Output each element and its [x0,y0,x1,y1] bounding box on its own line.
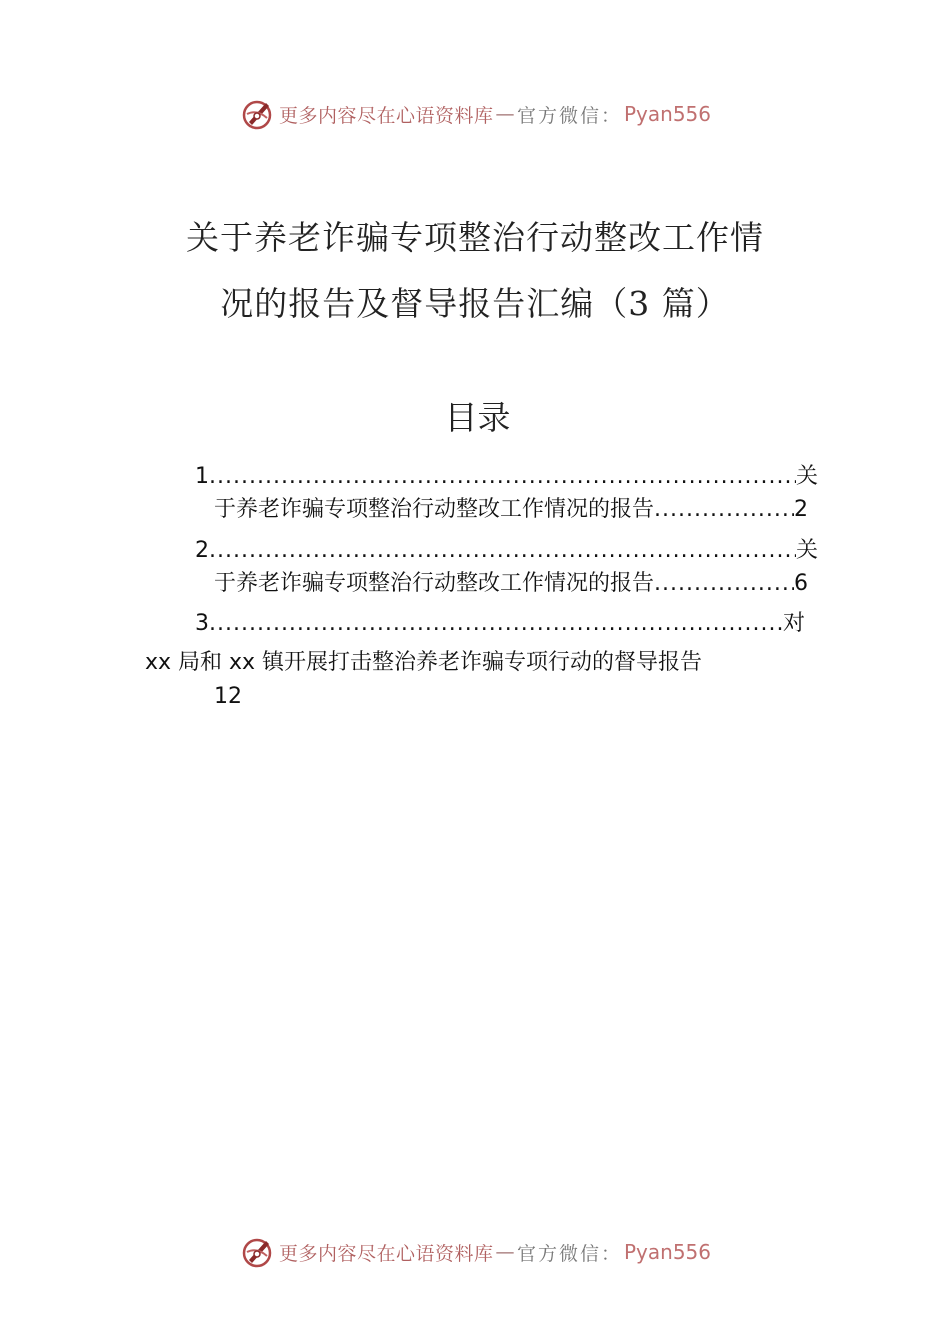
wechat-label: 官方微信： [516,1242,622,1265]
toc-entry-end-char: 关 [795,538,818,563]
footer-banner [0,1232,950,1272]
toc-entry-3[interactable] [195,607,805,641]
banner-text: 更多内容尽在心语资料库 [278,104,494,127]
toc-entry-text: 于养老诈骗专项整治行动整改工作情况的报告 [214,571,655,596]
toc-entry-3-continuation[interactable] [145,646,702,680]
toc-entry-text: 于养老诈骗专项整治行动整改工作情况的报告 [214,497,655,522]
toc-heading: 目录 [444,398,511,437]
toc-entry-text: xx 局和 xx 镇开展打击整治养老诈骗专项行动的督导报告 [145,650,703,675]
toc-leader-dots [654,493,794,527]
toc-entry-2-continuation[interactable] [214,567,808,601]
toc-leader-dots [209,607,783,641]
toc-leader-dots [209,534,796,568]
wechat-label: 官方微信： [516,104,622,127]
toc-entry-page: 12 [214,684,242,709]
toc-entry-1-continuation[interactable] [214,493,808,527]
toc-entry-page: 6 [794,571,808,596]
banner-separator: — [495,1241,515,1263]
toc-entry-number: 3 [195,611,209,636]
toc-entry-number: 1 [195,464,209,489]
toc-entry-number: 2 [195,538,209,563]
banner-text: 更多内容尽在心语资料库 [278,1242,494,1265]
toc-leader-dots [654,567,794,601]
document-title-line2: 况的报告及督导报告汇编（3 篇） [220,284,730,323]
logo-icon [239,96,275,132]
wechat-id: Pyan556 [624,102,712,126]
toc-entry-2[interactable] [195,534,818,568]
document-title-line1: 关于养老诈骗专项整治行动整改工作情 [186,218,764,257]
logo-icon [239,1234,275,1270]
toc-entry-3-page-line[interactable] [214,680,242,714]
toc-entry-page: 2 [794,497,808,522]
header-banner [0,94,950,134]
wechat-id: Pyan556 [624,1240,712,1264]
toc-entry-end-char: 对 [782,611,805,636]
toc-entry-end-char: 关 [795,464,818,489]
toc-leader-dots [209,460,796,494]
banner-separator: — [495,103,515,125]
toc-entry-1[interactable] [195,460,818,494]
